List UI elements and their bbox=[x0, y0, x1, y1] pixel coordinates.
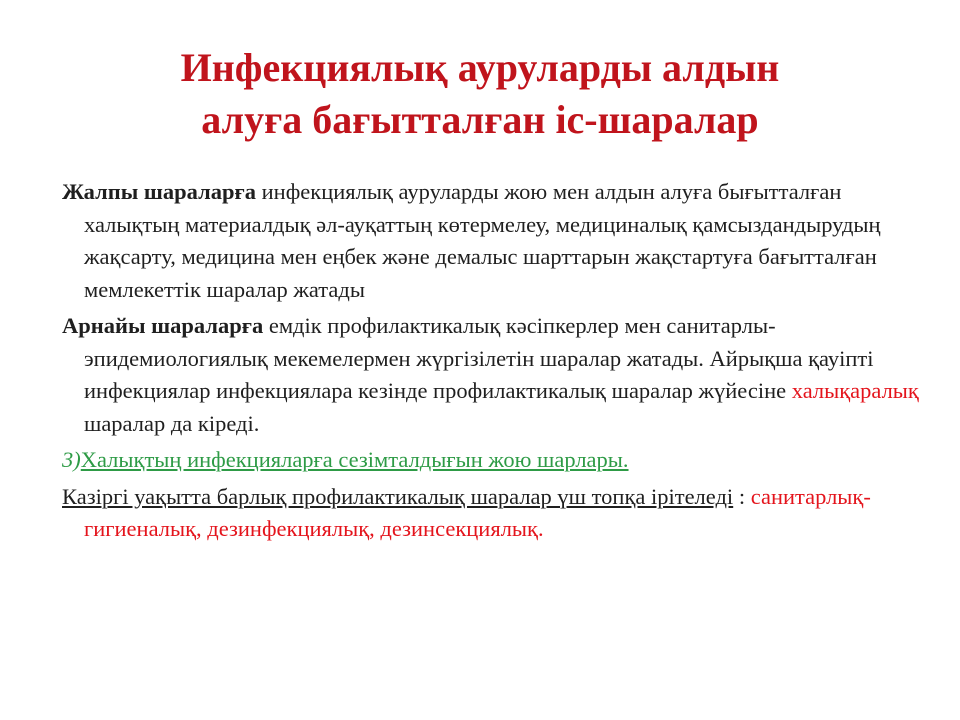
slide-body bbox=[62, 176, 922, 550]
classification-list: санитарлық-гигиеналық, дезинфекциялық, дезинсекциялық. bbox=[84, 483, 871, 541]
slide-title-line-2: алуға бағытталған іс-шаралар bbox=[201, 97, 759, 142]
slide-title-line-1: Инфекциялық ауруларды алдын bbox=[180, 45, 780, 90]
special-measures-text-end: шаралар да кіреді. bbox=[84, 410, 260, 436]
international-highlight: халықаралық bbox=[791, 378, 919, 403]
general-measures-text: инфекциялық ауруларды жою мен алдын алуға бығытталған халықтың материалдық әл-ауқаттың көтермелеу, медициналық қамсыздандырудың жақсарту, медицина мен еңбек және демалыс шарттарын жақстартуға бағытталған мемлекеттік шаралар жатады bbox=[84, 179, 881, 302]
paragraph-general-measures bbox=[62, 176, 922, 306]
paragraph-susceptibility bbox=[62, 444, 922, 477]
slide-title bbox=[60, 42, 900, 146]
special-measures-text: емдік профилактикалық кәсіпкерлер мен санитарлы-эпидемиологиялық мекемелермен жүргізілетін шаралар жатады. Айрықша қауіпті инфекциялар инфекциялара кезінде профилактикалық шаралар жүйесіне bbox=[84, 313, 874, 403]
classification-text: Казіргі уақытта барлық профилактикалық шаралар үш топқа ірітеледі bbox=[62, 483, 734, 509]
general-measures-label: Жалпы шараларға bbox=[62, 179, 256, 204]
paragraph-classification bbox=[62, 481, 922, 546]
special-measures-label: Арнайы шараларға bbox=[62, 313, 264, 338]
susceptibility-link[interactable]: Халықтың инфекцияларға сезімталдығын жою шарлары. bbox=[80, 447, 629, 472]
item-number: 3) bbox=[62, 447, 81, 472]
paragraph-special-measures bbox=[62, 310, 922, 440]
classification-colon: : bbox=[733, 483, 746, 509]
